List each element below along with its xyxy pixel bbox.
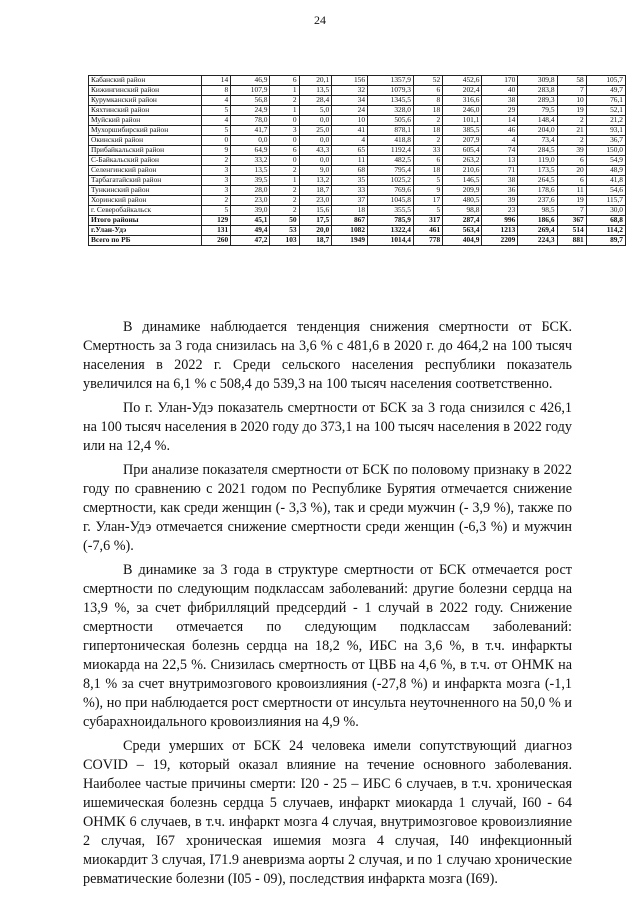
table-cell: 210,6 <box>443 166 482 176</box>
table-cell: 1949 <box>332 236 368 246</box>
table-cell: 4 <box>482 136 518 146</box>
table-cell: 7 <box>557 206 586 216</box>
table-cell: 0,0 <box>299 136 332 146</box>
table-cell: 39,0 <box>231 206 270 216</box>
page-number: 24 <box>314 13 326 27</box>
table-cell: 58 <box>557 76 586 86</box>
table-cell: 5 <box>413 206 442 216</box>
table-cell: 89,7 <box>586 236 625 246</box>
table-cell-district: Муйский район <box>89 116 202 126</box>
table-cell: 13,5 <box>299 86 332 96</box>
table-cell: 461 <box>413 226 442 236</box>
table-cell: 3 <box>202 166 231 176</box>
table-row <box>89 176 626 186</box>
table-cell-district: С-Байкальский район <box>89 156 202 166</box>
table-cell: 1345,5 <box>368 96 414 106</box>
table-cell: 68 <box>332 166 368 176</box>
table-cell: 452,6 <box>443 76 482 86</box>
table-cell: 5 <box>202 106 231 116</box>
table-row <box>89 156 626 166</box>
table-cell: 246,0 <box>443 106 482 116</box>
table-cell: 1213 <box>482 226 518 236</box>
table-cell: 328,0 <box>368 106 414 116</box>
table-row <box>89 186 626 196</box>
table-cell: 1082 <box>332 226 368 236</box>
table-cell: 49,7 <box>586 86 625 96</box>
table-row <box>89 166 626 176</box>
table-cell: 20,1 <box>299 76 332 86</box>
table-cell: 367 <box>557 216 586 226</box>
table-cell: 263,2 <box>443 156 482 166</box>
table-cell: 6 <box>557 176 586 186</box>
table-cell: 28,4 <box>299 96 332 106</box>
table-cell: 65 <box>332 146 368 156</box>
table-cell: 3 <box>202 186 231 196</box>
table-cell: 33 <box>332 186 368 196</box>
table-cell: 9,0 <box>299 166 332 176</box>
table-cell: 17 <box>413 196 442 206</box>
table-cell: 98,8 <box>443 206 482 216</box>
table-cell: 50 <box>270 216 299 226</box>
table-cell: 18 <box>413 166 442 176</box>
table-row <box>89 216 626 226</box>
table-cell: 148,4 <box>518 116 557 126</box>
table-cell: 2 <box>270 166 299 176</box>
table-cell: 3 <box>202 176 231 186</box>
table-cell: 0,0 <box>299 156 332 166</box>
table-cell: 49,4 <box>231 226 270 236</box>
table-cell: 19 <box>557 196 586 206</box>
table-cell: 48,9 <box>586 166 625 176</box>
table-cell: 316,6 <box>443 96 482 106</box>
table-cell: 24 <box>332 106 368 116</box>
table-cell: 1192,4 <box>368 146 414 156</box>
table-cell: 114,2 <box>586 226 625 236</box>
table-cell: 0 <box>270 116 299 126</box>
table-cell: 170 <box>482 76 518 86</box>
table-cell: 2 <box>557 116 586 126</box>
table-cell: 284,5 <box>518 146 557 156</box>
table-cell: 21,2 <box>586 116 625 126</box>
table-cell: 18,7 <box>299 186 332 196</box>
table-cell: 2 <box>557 136 586 146</box>
table-cell: 778 <box>413 236 442 246</box>
table-cell: 78,0 <box>231 116 270 126</box>
table-cell: 2 <box>202 196 231 206</box>
table-cell: 93,1 <box>586 126 625 136</box>
table-cell: 264,5 <box>518 176 557 186</box>
body-text <box>83 318 572 894</box>
table-cell: 17,5 <box>299 216 332 226</box>
table-cell: 18 <box>413 106 442 116</box>
table-cell: 209,9 <box>443 186 482 196</box>
table-cell: 73,4 <box>518 136 557 146</box>
table-cell: 119,0 <box>518 156 557 166</box>
table-cell: 178,6 <box>518 186 557 196</box>
table-cell: 2 <box>270 196 299 206</box>
table-cell: 52 <box>413 76 442 86</box>
table-cell: 237,6 <box>518 196 557 206</box>
table-cell: 7 <box>557 86 586 96</box>
table-cell: 33,2 <box>231 156 270 166</box>
table-cell: 18 <box>332 206 368 216</box>
table-cell: 6 <box>413 156 442 166</box>
table-cell-district: Окинский район <box>89 136 202 146</box>
table-cell: 74 <box>482 146 518 156</box>
table-cell: 150,0 <box>586 146 625 156</box>
table-cell: 156 <box>332 76 368 86</box>
table-cell: 1045,8 <box>368 196 414 206</box>
table-cell-district: Кяхтинский район <box>89 106 202 116</box>
table-row <box>89 126 626 136</box>
table-cell: 146,5 <box>443 176 482 186</box>
table-cell-district: Тарбагатайский район <box>89 176 202 186</box>
table-cell: 605,4 <box>443 146 482 156</box>
table-cell: 129 <box>202 216 231 226</box>
table-cell: 24,9 <box>231 106 270 116</box>
table-cell: 2 <box>270 206 299 216</box>
table-cell: 38 <box>482 176 518 186</box>
table-cell: 76,1 <box>586 96 625 106</box>
table-cell: 418,8 <box>368 136 414 146</box>
table-row <box>89 136 626 146</box>
table-cell: 32 <box>332 86 368 96</box>
table-cell: 101,1 <box>443 116 482 126</box>
table-cell: 9 <box>413 186 442 196</box>
table-cell: 4 <box>332 136 368 146</box>
table-cell: 0 <box>202 136 231 146</box>
table-cell-district: Тункинский район <box>89 186 202 196</box>
table-cell: 36 <box>482 186 518 196</box>
table-row <box>89 226 626 236</box>
table-cell: 38 <box>482 96 518 106</box>
table-row <box>89 86 626 96</box>
table-cell: 28,0 <box>231 186 270 196</box>
paragraph: По г. Улан-Удэ показатель смертности от БСК за 3 года снизился с 426,1 на 100 тысяч населения в 2020 году до 373,1 на 100 тысяч населения в 2022 году или на 12,4 %. <box>83 400 572 454</box>
table-row <box>89 146 626 156</box>
table-cell: 11 <box>332 156 368 166</box>
table-cell: 13,2 <box>299 176 332 186</box>
table-cell: 37 <box>332 196 368 206</box>
table-cell: 8 <box>413 96 442 106</box>
table-row <box>89 106 626 116</box>
table-cell: 2 <box>202 156 231 166</box>
table-cell: 14 <box>482 116 518 126</box>
table-cell: 107,9 <box>231 86 270 96</box>
table-cell: 505,6 <box>368 116 414 126</box>
table-cell: 39 <box>482 196 518 206</box>
table-cell: 4 <box>202 116 231 126</box>
table-cell: 46 <box>482 126 518 136</box>
table-cell: 173,5 <box>518 166 557 176</box>
table-cell: 25,0 <box>299 126 332 136</box>
table-cell: 385,5 <box>443 126 482 136</box>
table-cell-district: Хоринский район <box>89 196 202 206</box>
table-cell: 13,5 <box>231 166 270 176</box>
table-cell: 795,4 <box>368 166 414 176</box>
table-cell: 53 <box>270 226 299 236</box>
table-cell: 0,0 <box>231 136 270 146</box>
table-cell: 41 <box>332 126 368 136</box>
table-cell: 317 <box>413 216 442 226</box>
table-cell: 202,4 <box>443 86 482 96</box>
table-cell: 0 <box>270 156 299 166</box>
paragraph: В динамике наблюдается тенденция снижения смертности от БСК. Смертность за 3 года снизилась на 3,6 % с 481,6 в 2020 г. до 464,2 на 100 тысяч населения в 2022 г. Среди сельского населения республики показатель увеличился на 6,1 % с 508,4 до 539,3 на 100 тысяч населения соответственно. <box>83 319 572 392</box>
table-cell: 881 <box>557 236 586 246</box>
table-cell: 43,3 <box>299 146 332 156</box>
table-cell: 20,0 <box>299 226 332 236</box>
table-cell: 6 <box>557 156 586 166</box>
table-cell-district: Мухоршибирский район <box>89 126 202 136</box>
table-cell: 64,9 <box>231 146 270 156</box>
table-cell: 563,4 <box>443 226 482 236</box>
table-cell: 52,1 <box>586 106 625 116</box>
table-cell: 8 <box>202 86 231 96</box>
table-cell: 54,9 <box>586 156 625 166</box>
table-cell: 10 <box>332 116 368 126</box>
table-cell: 21 <box>557 126 586 136</box>
table-cell: 105,7 <box>586 76 625 86</box>
table-cell: 47,2 <box>231 236 270 246</box>
table-cell: 68,8 <box>586 216 625 226</box>
table-cell: 33 <box>413 146 442 156</box>
table-cell: 54,6 <box>586 186 625 196</box>
mortality-table <box>88 75 626 246</box>
table-cell: 36,7 <box>586 136 625 146</box>
table-cell: 5 <box>202 126 231 136</box>
table-cell: 2 <box>270 96 299 106</box>
table-cell: 103 <box>270 236 299 246</box>
table-cell: 18 <box>413 126 442 136</box>
table-cell: 115,7 <box>586 196 625 206</box>
table-cell: 45,1 <box>231 216 270 226</box>
table-cell: 1 <box>270 176 299 186</box>
table-cell-district: Итого районы <box>89 216 202 226</box>
table-cell: 14 <box>202 76 231 86</box>
table-cell: 309,8 <box>518 76 557 86</box>
table-cell: 207,9 <box>443 136 482 146</box>
table-cell: 71 <box>482 166 518 176</box>
table-cell: 186,6 <box>518 216 557 226</box>
table-cell: 1 <box>270 106 299 116</box>
table-cell: 1 <box>270 86 299 96</box>
paragraph: В динамике за 3 года в структуре смертности от БСК отмечается рост смертности по следующим подклассам заболеваний: другие болезни сердца на 13,9 %, за счет фибрилляций предсердий - 1 случай в 2022 году. Снижение смертности отмечается по следующим подклассам заболеваний: гипертоническая болезнь сердца на 18,2 %, ИБС на 3,6 %, в т.ч. инфаркты миокарда на 22,5 %. Снизилась смертность от ЦВБ на 4,6 %, в т.ч. от ОНМК на 8,1 % за счет внутримозгового кровоизлияния (-27,8 %) и инфаркта мозга (-1,1 %), но при наблюдается рост смертности от инсульта неуточненного на 50,0 % и субарахноидального кровоизлияния на 4,9 %. <box>83 562 572 730</box>
table-cell: 2 <box>270 186 299 196</box>
table-cell: 4 <box>202 96 231 106</box>
table-cell: 11 <box>557 186 586 196</box>
table-cell: 79,5 <box>518 106 557 116</box>
table-cell-district: Селенгинский район <box>89 166 202 176</box>
table-cell: 878,1 <box>368 126 414 136</box>
table-cell: 41,7 <box>231 126 270 136</box>
table-cell: 260 <box>202 236 231 246</box>
table-cell-district: г. Северобайкальск <box>89 206 202 216</box>
table-cell: 56,8 <box>231 96 270 106</box>
table-cell: 23 <box>482 206 518 216</box>
table-cell: 10 <box>557 96 586 106</box>
table-cell: 131 <box>202 226 231 236</box>
table-row <box>89 76 626 86</box>
table-cell: 3 <box>270 126 299 136</box>
table-cell: 2 <box>413 136 442 146</box>
table-cell: 480,5 <box>443 196 482 206</box>
table-cell: 40 <box>482 86 518 96</box>
table-cell: 1322,4 <box>368 226 414 236</box>
table-cell: 19 <box>557 106 586 116</box>
table-cell: 1357,9 <box>368 76 414 86</box>
table-cell: 5,0 <box>299 106 332 116</box>
table-cell: 996 <box>482 216 518 226</box>
table-cell: 1025,2 <box>368 176 414 186</box>
table-cell: 287,4 <box>443 216 482 226</box>
table-cell: 355,5 <box>368 206 414 216</box>
table-cell: 46,9 <box>231 76 270 86</box>
paragraph: При анализе показателя смертности от БСК по половому признаку в 2022 году по сравнению с 2021 годом по Республике Бурятия отмечается снижение смертности, как среди женщин (- 3,3 %), так и среди мужчин (- 3,9 %), также по г. Улан-Удэ отмечается снижение смертности среди женщин (-6,3 %) и мужчин (-7,6 %). <box>83 462 572 554</box>
table-cell-district: Курумканский район <box>89 96 202 106</box>
table-cell: 1014,4 <box>368 236 414 246</box>
table-cell-district: Прибайкальский район <box>89 146 202 156</box>
table-cell: 98,5 <box>518 206 557 216</box>
table-cell: 35 <box>332 176 368 186</box>
table-cell: 785,9 <box>368 216 414 226</box>
table-cell: 289,3 <box>518 96 557 106</box>
table-row <box>89 96 626 106</box>
table-cell: 15,6 <box>299 206 332 216</box>
table-cell: 39 <box>557 146 586 156</box>
table-cell: 404,9 <box>443 236 482 246</box>
table-cell: 283,8 <box>518 86 557 96</box>
table-cell: 0,0 <box>299 116 332 126</box>
table-cell: 23,0 <box>299 196 332 206</box>
table-cell-district: Кабанский район <box>89 76 202 86</box>
table-cell: 20 <box>557 166 586 176</box>
table-cell: 2 <box>413 116 442 126</box>
table-cell: 41,8 <box>586 176 625 186</box>
table-cell: 23,0 <box>231 196 270 206</box>
table-cell: 18,7 <box>299 236 332 246</box>
table-row <box>89 116 626 126</box>
table-cell: 204,0 <box>518 126 557 136</box>
table-cell: 224,3 <box>518 236 557 246</box>
table-cell-district: г.Улан-Удэ <box>89 226 202 236</box>
table-cell: 5 <box>202 206 231 216</box>
table-cell: 514 <box>557 226 586 236</box>
table-cell: 6 <box>413 86 442 96</box>
table-cell: 482,5 <box>368 156 414 166</box>
table-cell: 867 <box>332 216 368 226</box>
table-cell: 2209 <box>482 236 518 246</box>
table-cell: 0 <box>270 136 299 146</box>
table-cell: 34 <box>332 96 368 106</box>
table-cell: 6 <box>270 76 299 86</box>
paragraph: Среди умерших от БСК 24 человека имели сопутствующий диагноз COVID – 19, который оказал влияние на течение основного заболевания. Наиболее частые причины смерти: I20 - 25 – ИБС 6 случаев, в т.ч. хроническая ишемическая болезнь сердца 5 случаев, инфаркт миокарда 1 случай, I60 - 64 ОНМК 6 случаев, в т.ч. инфаркт мозга 4 случая, внутримозговое кровоизлияние 2 случая, I67 хроническая ишемия мозга 4 случая, I40 инфекционный миокардит 3 случая, I71.9 аневризма аорты 2 случая, и по 1 случаю хронические ревматические болезни (I05 - 09), последствия инфаркта мозга (I69). <box>83 738 572 887</box>
table-cell: 6 <box>270 146 299 156</box>
table-cell: 39,5 <box>231 176 270 186</box>
table-cell: 5 <box>413 176 442 186</box>
table-cell-district: Всего по РБ <box>89 236 202 246</box>
table-cell: 30,0 <box>586 206 625 216</box>
table-cell: 13 <box>482 156 518 166</box>
table-cell: 269,4 <box>518 226 557 236</box>
table-row <box>89 236 626 246</box>
table-row <box>89 196 626 206</box>
table-cell: 769,6 <box>368 186 414 196</box>
table-row <box>89 206 626 216</box>
table-cell-district: Кижингинский район <box>89 86 202 96</box>
table-cell: 29 <box>482 106 518 116</box>
table-cell: 1079,3 <box>368 86 414 96</box>
table-cell: 9 <box>202 146 231 156</box>
